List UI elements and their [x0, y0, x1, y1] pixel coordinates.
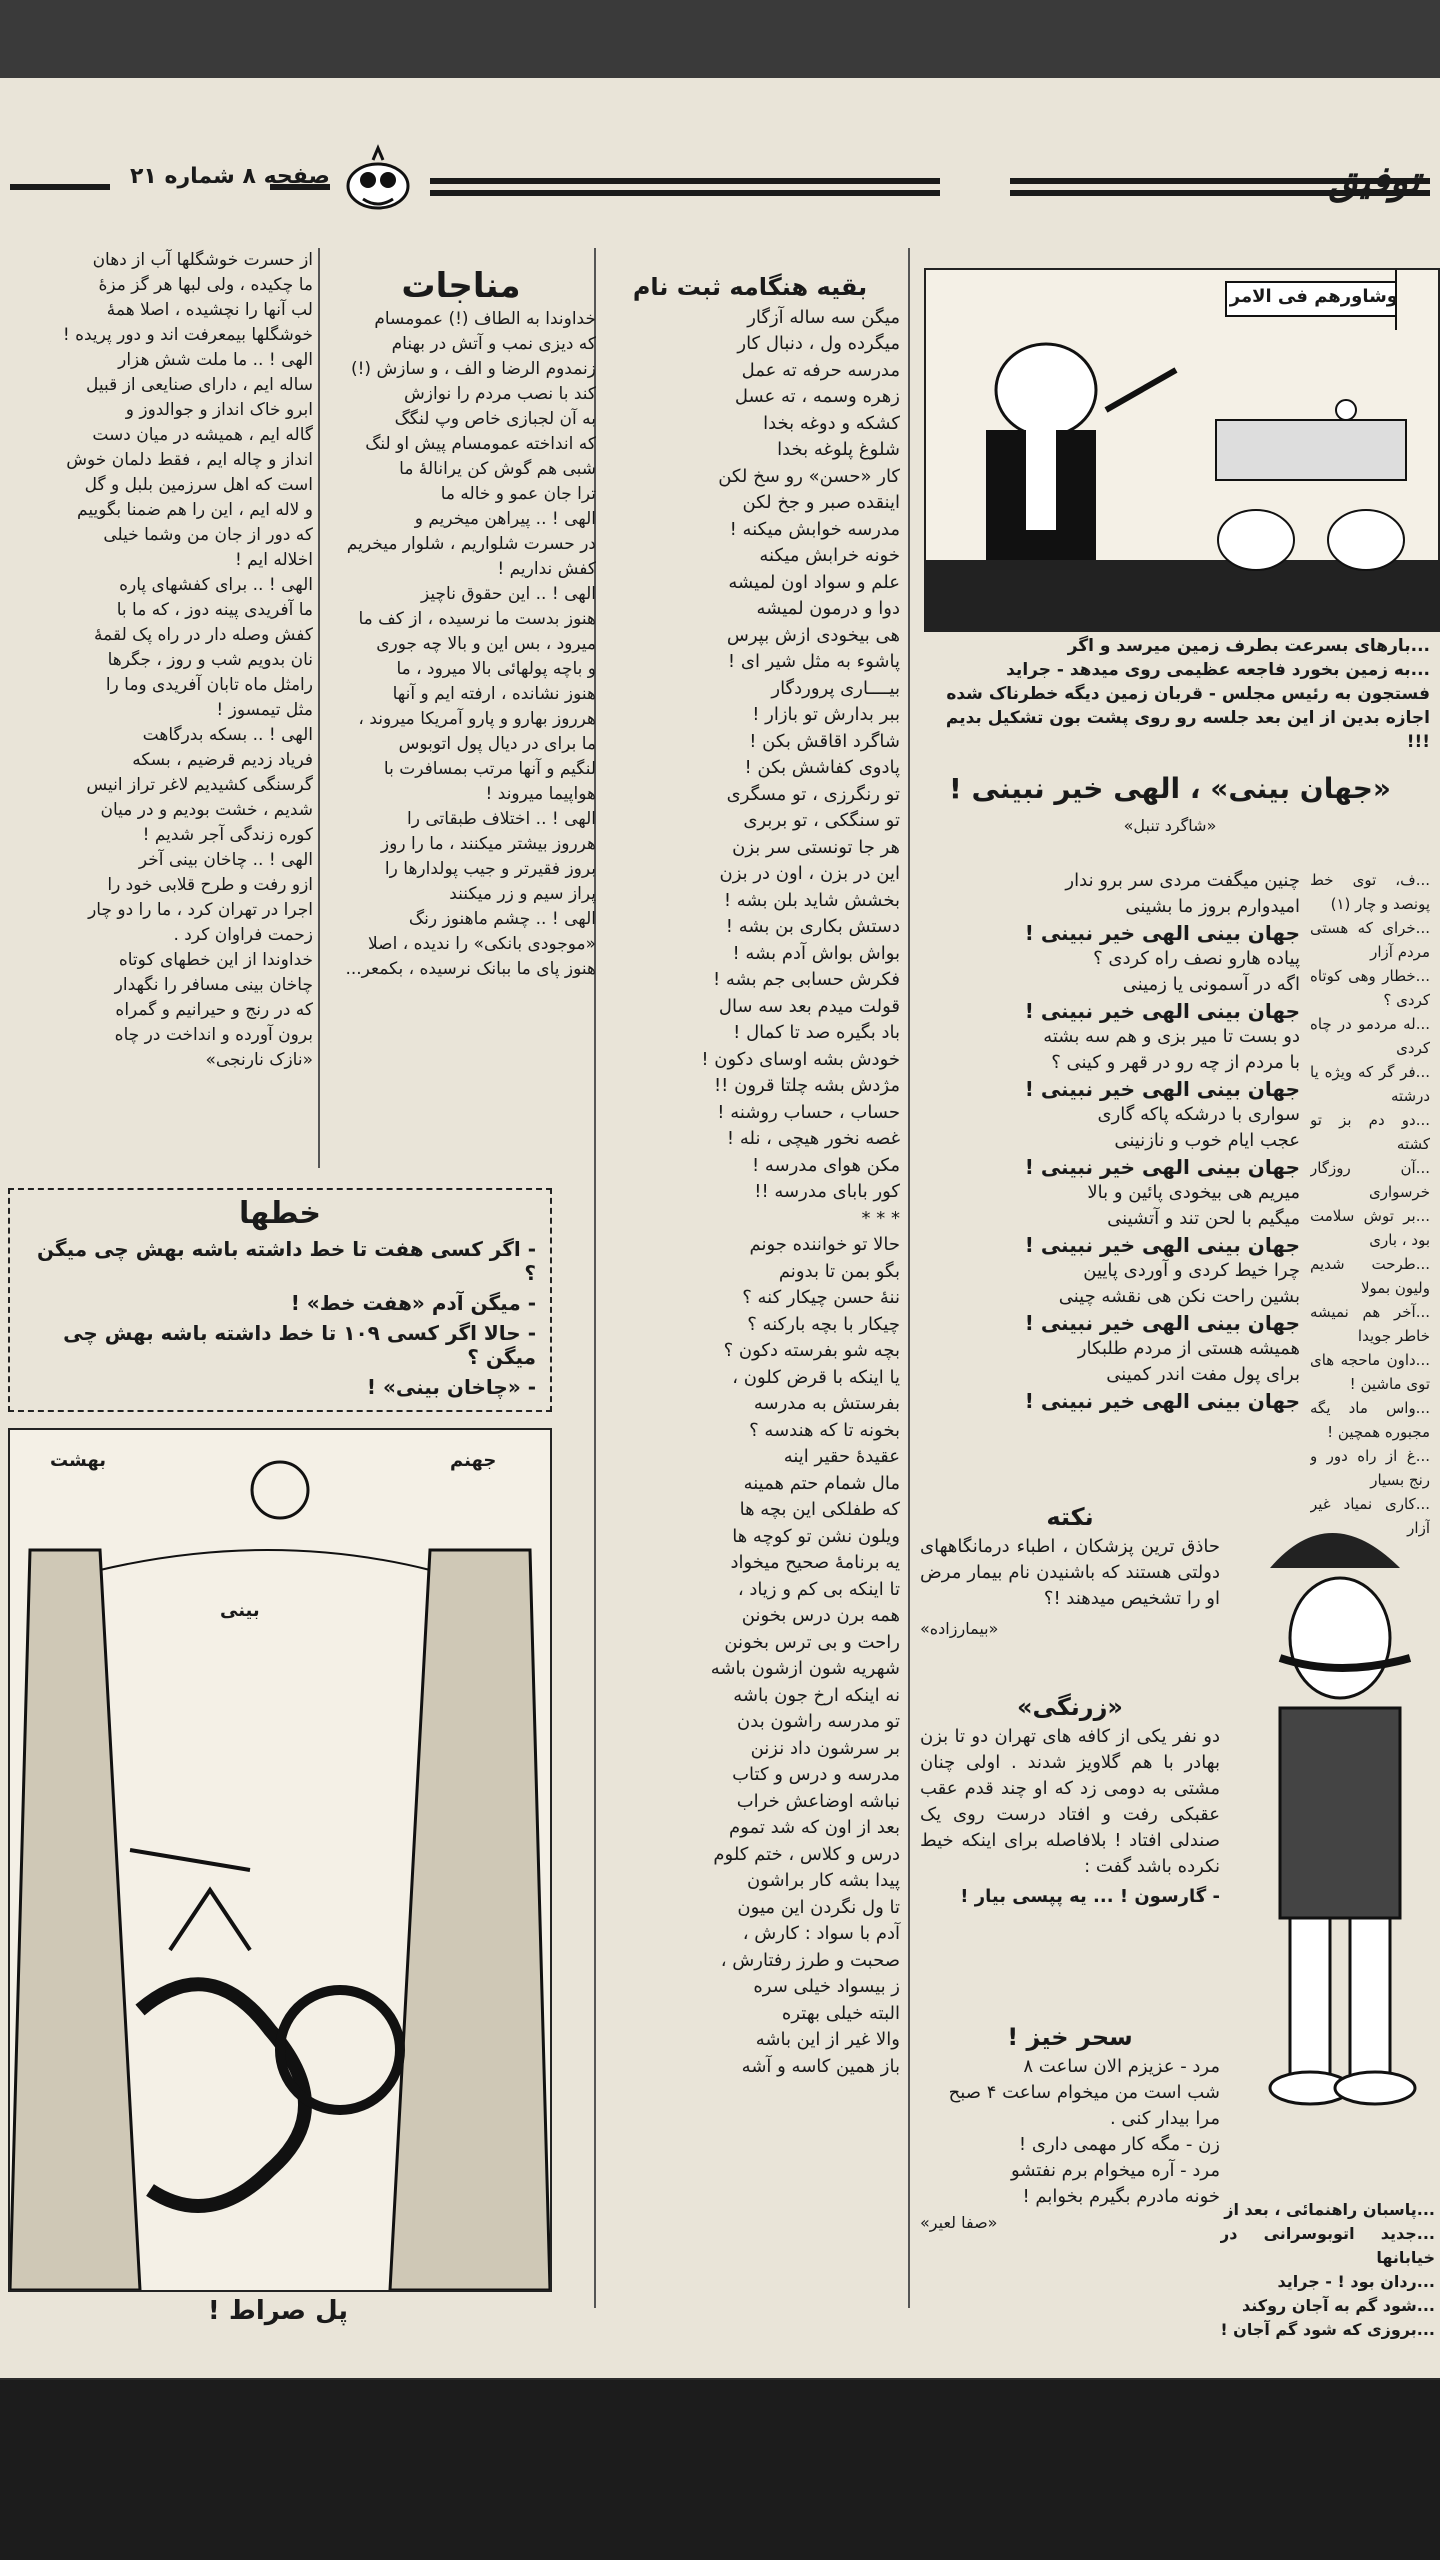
- text-line: مثل تیمسوز !: [216, 700, 313, 720]
- khatarha-box: [8, 1188, 552, 1412]
- zerangi-punchline: - گارسون ! ... یه پپسی بیار !: [960, 1886, 1220, 1907]
- verse-line: * * *: [861, 1207, 900, 1229]
- caption-line: ...بارهای بسرعت بطرف زمین میرسد و اگر: [1067, 636, 1430, 656]
- text-line: الهی ! .. برای کفشهای پاره: [119, 575, 313, 595]
- verse-line: نه اینکه ارخ جون باشه: [733, 1684, 900, 1706]
- verse-line: راحت و بی ترس بخونن: [724, 1631, 900, 1653]
- caption-line: ...شود گم به آجان روکند: [1242, 2296, 1435, 2315]
- verse-line: حالا تو خواننده جونم: [749, 1234, 900, 1255]
- fragment-line: ...له مردمو در چاه کردی: [1310, 1015, 1430, 1057]
- sahar-khiz-line: خونه مادرم بگیرم بخوابم !: [1022, 2186, 1220, 2207]
- verse-line: نباشه اوضاعش خراب: [736, 1790, 900, 1812]
- sahar-khiz-line: زن - مگه کار مهمی داری !: [1018, 2134, 1220, 2155]
- text-line: برون آورده و انداخت در چاه: [114, 1025, 313, 1045]
- cartoon-label-heaven: بهشت: [50, 1450, 107, 1471]
- monajat-line: هنوز نشانده ، ارفته ایم و آنها: [392, 684, 596, 704]
- masthead-rule: [10, 184, 110, 190]
- nokteh-title: نکته: [1046, 1503, 1094, 1531]
- fragment-line: ...ف، توی خط پونصد و چار (۱): [1310, 871, 1430, 913]
- monajat-line: که انداخته عمومسام پیش او لنگ: [365, 434, 596, 454]
- stanza-line: دو بست تا میر بزی و هم سه بشته: [1043, 1026, 1300, 1047]
- cartoon-label-nose: بینی: [220, 1600, 260, 1621]
- stanza-line: سواری با درشکه پاکه گاری: [1097, 1104, 1300, 1125]
- policeman-caption: [1220, 2198, 1435, 2342]
- poem-stanzas: [920, 868, 1300, 1414]
- stanza-line: برای پول مفت اندر کمینی: [1106, 1364, 1300, 1385]
- nokteh-byline: «بیمارزاده»: [920, 1619, 999, 1638]
- verse-line: صحبت و طرز رفتارش ،: [720, 1949, 900, 1971]
- text-line: ما آفریدی پینه دوز ، که ما با: [116, 600, 313, 620]
- monajat-line: الهی ! .. اختلاف طبقاتی را: [407, 809, 596, 829]
- verse-line: غصه نخور هیچی ، نله !: [726, 1128, 900, 1149]
- verse-line: مژدش بشه چلتا قرون !!: [713, 1075, 900, 1096]
- verse-line: کشکه و دوغه بخدا: [763, 412, 900, 434]
- text-line: کفش وصله دار در راه پک لقمهٔ: [94, 625, 313, 645]
- poem-refrain: جهان بینی الهی خیر نبینی !: [1024, 1077, 1300, 1101]
- fragment-line: ...آن روزگار خرسواری: [1310, 1159, 1430, 1201]
- text-line: شدیم ، خشت بودیم و در میان: [100, 800, 313, 820]
- policeman-drawing: [1230, 1508, 1430, 2148]
- text-line: فریاد زدیم قرضیم ، بسکه: [132, 750, 313, 770]
- monajat-line: الهی ! .. پیراهن میخریم و: [414, 509, 596, 529]
- verse-line: بواش بواش آدم بشه !: [732, 942, 900, 964]
- poem-refrain: جهان بینی الهی خیر نبینی !: [1024, 999, 1300, 1023]
- monajat-line: کند با نصب مردم را نوازش: [404, 384, 596, 404]
- verse-line: بر سرشون داد نزنن: [750, 1737, 900, 1759]
- column-divider: [908, 248, 910, 2308]
- monajat-line: الهی ! .. چشم ماهنوز رنگ: [408, 909, 596, 929]
- fragment-line: ...فر گر که ویژه یا درشته: [1310, 1063, 1430, 1105]
- text-line: است که اهل سرزمین بلبل و گل: [84, 475, 313, 495]
- verse-line: بخونه تا که هندسه ؟: [749, 1419, 900, 1441]
- nokteh-text: حاذق ترین پزشکان ، اطباء درمانگاههای دولتی هستند که باشنیدن نام بیمار مرض او را تشخیص میدهند !؟: [920, 1536, 1220, 1609]
- text-line: اخلاله ایم !: [234, 550, 313, 570]
- fragment-line: ...واس ماد یگه مجبوره همچین !: [1310, 1399, 1430, 1441]
- caption-line: ...ردان بود ! - جراید: [1277, 2272, 1435, 2291]
- verse-line: ویلون نشن تو کوچه ها: [732, 1525, 900, 1547]
- stanza-line: عجب ایام خوب و نازنینی: [1114, 1130, 1300, 1151]
- text-line: نان بدویم شب و روز ، جگرها: [107, 650, 313, 670]
- sahar-khiz-byline: «صفا لعیر»: [920, 2213, 998, 2232]
- caption-line: ...پاسبان راهنمائی ، بعد از: [1224, 2200, 1435, 2219]
- text-line: ابرو خاک انداز و جوالدوز و: [125, 400, 313, 420]
- monajat-line: لنگیم و آنها مرتب بمسافرت با: [383, 759, 596, 779]
- masthead: [0, 148, 1440, 218]
- baghiye-verse: [600, 305, 900, 2081]
- verse-line: هر جا تونستی سر بزن: [732, 836, 900, 858]
- verse-line: خودش بشه اوسای دکون !: [701, 1048, 900, 1070]
- newspaper-page: [0, 78, 1440, 2378]
- text-line: خداوندا از این خطهای کوتاه: [118, 950, 313, 970]
- scanner-background-top: [0, 0, 1440, 78]
- text-line: که دور از جان من وشما خیلی: [103, 525, 313, 545]
- pol-serat-drawing: [10, 1430, 550, 2290]
- text-line: زحمت فراوان کرد .: [173, 925, 313, 945]
- monajat-line: خداوندا به الطاف (!) عمومسام: [374, 309, 596, 329]
- verse-line: یه برنامهٔ صحیح میخواد: [730, 1552, 900, 1573]
- monajat-line: هنوز بدست ما نرسیده ، از کف ما: [358, 609, 596, 629]
- text-line: خوشگلها بیمعرفت اند و دور پریده !: [62, 325, 313, 345]
- verse-line: مدرسه حرفه ته عمل: [741, 359, 900, 381]
- stanza-line: همیشه هستی از مردم طلبکار: [1077, 1338, 1300, 1359]
- zerangi-title: «زرنگی»: [1017, 1693, 1123, 1721]
- verse-line: میگرده ول ، دنبال کار: [737, 333, 900, 354]
- verse-line: زهره وسمه ، ته عسل: [734, 386, 900, 407]
- sahar-khiz-title: سحر خیز !: [1007, 2023, 1133, 2051]
- verse-line: باز همین کاسه و آشه: [741, 2055, 900, 2077]
- column-divider: [318, 248, 320, 1168]
- stanza-line: امیدوارم بروز ما بشینی: [1125, 896, 1300, 917]
- verse-line: مدرسه و درس و کتاب: [732, 1764, 900, 1785]
- sahar-khiz-line: مرد - عزیزم الان ساعت ۸: [1023, 2056, 1220, 2077]
- baghiye-column: [600, 268, 900, 2080]
- verse-line: ز بیسواد خیلی سره: [753, 1976, 900, 1997]
- monajat-line: الهی ! .. این حقوق ناچیز: [421, 584, 596, 604]
- verse-line: کار «حسن» رو سخ لکن: [718, 465, 900, 487]
- verse-line: شهریه شون ازشون باشه: [710, 1658, 900, 1679]
- verse-line: شاگرد اقاقش بکن !: [749, 730, 900, 752]
- fragment-line: ...طرحت شدیم ولیون بمولا: [1310, 1255, 1430, 1297]
- monajat-line: زنمدوم الرضا و الف ، و سازش (!): [350, 359, 596, 379]
- policeman-cartoon: [1230, 1508, 1430, 2148]
- monajat-line: هرروز بیشتر میکنند ، ما را روز: [380, 834, 596, 854]
- text-line: ما چکیده ، ولی لبها هر گز مزهٔ: [98, 275, 313, 295]
- poem-byline: «شاگرد تنبل»: [1123, 816, 1217, 835]
- verse-line: اینقده صبر و جخ لکن: [742, 492, 900, 513]
- monajat-line: میرود ، بس این و بالا چه جوری: [376, 634, 596, 654]
- text-line: از حسرت خوشگلها آب از دهان: [92, 250, 313, 270]
- monajat-line: بروز فقیرتر و جیب پولدارها را: [384, 859, 596, 879]
- stanza-line: میگیم با لحن تند و آتشینی: [1107, 1208, 1300, 1229]
- stanza-line: بشین راحت نکن هی نقشه چینی: [1058, 1286, 1300, 1307]
- verse-line: مال شمام حتم همینه: [743, 1472, 900, 1494]
- verse-line: البته خیلی بهتره: [781, 2002, 900, 2024]
- text-line: کوره زندگی آجر شدیم !: [142, 825, 313, 845]
- stanza-line: با مردم از چه رو در قهر و کینی ؟: [1051, 1052, 1300, 1073]
- monajat-line: «موجودی بانکی» را ندیده ، اصلا: [367, 934, 596, 954]
- jahan-bini-poem: [910, 768, 1430, 840]
- verse-line: بگو بمن تا بدونم: [778, 1260, 900, 1282]
- monajat-line: پراز سیم و زر میکنند: [449, 884, 596, 904]
- text-line: ساله ایم ، دارای صنایعی از قبیل: [86, 375, 313, 395]
- poem-refrain: جهان بینی الهی خیر نبینی !: [1024, 1311, 1300, 1335]
- pol-serat-cartoon: [8, 1428, 552, 2292]
- verse-line: خونه خرابش میکنه: [759, 545, 900, 566]
- monajat-title: مناجات: [401, 266, 521, 306]
- monajat-line: شبی هم گوش کن یرانالهٔ ما: [399, 459, 596, 479]
- stanza-line: چنین میگفت مردی سر برو ندار: [1065, 870, 1300, 891]
- text-line: لب آنها را نچشیده ، اصلا همهٔ: [106, 300, 313, 320]
- verse-line: این در بزن ، اون در بزن: [719, 863, 900, 884]
- stanza-line: پیاده هارو نصف راه کردی ؟: [1093, 948, 1300, 969]
- zerangi-text: دو نفر یکی از کافه های تهران دو تا بزن بهادر با هم گلاویز شدند . اولی چنان مشتی به دومی زد که او چند قدم عقب عقبکی رفت و افتاد درست روی یک صندلی افتاد ! بلافاصله برای اینکه خیط نکرده باشد گفت :: [920, 1726, 1220, 1877]
- verse-line: شلوغ پلوغه بخدا: [777, 439, 900, 460]
- verse-line: دوا و درمون لمیشه: [756, 598, 900, 619]
- monajat-line: هواپیما میروند !: [485, 784, 596, 804]
- baghiye-title: بقیه هنگامه ثبت نام: [632, 273, 868, 301]
- poem-refrain: جهان بینی الهی خیر نبینی !: [1024, 1155, 1300, 1179]
- caption-line: ...به زمین بخورد فاجعه عظیمی روی میدهد - جراید: [1006, 660, 1430, 680]
- caption-line: اجازه بدین از این بعد جلسه رو روی پشت بون تشکیل بدیم !!!: [945, 708, 1430, 752]
- monajat-line: هنوز پای ما ببانک نرسیده ، بکمعر...: [345, 959, 596, 979]
- stanza-line: میریم هی بیخودی پائین و بالا: [1087, 1182, 1300, 1203]
- poem-left-fragments: [1310, 868, 1430, 1540]
- text-line: ازو رفت و طرح قلابی خود را: [107, 875, 313, 895]
- caption-line: ...جدید اتوبوسرانی در خیابانها: [1220, 2224, 1435, 2267]
- verse-line: پاشوء به مثل شیر ای !: [727, 651, 900, 672]
- text-line: الهی ! .. چاخان بینی آخر: [138, 850, 313, 870]
- verse-line: پیدا بشه کار براشون: [746, 1870, 900, 1891]
- caption-line: فستجون به رئیس مجلس - قربان زمین دیگه خطرناک شده: [946, 684, 1430, 704]
- verse-line: فکرش حسابی جم بشه !: [712, 969, 900, 990]
- sahar-khiz-line: مرد - آره میخوام برم نفتشو: [1011, 2160, 1220, 2181]
- poem-refrain: جهان بینی الهی خیر نبینی !: [1024, 1233, 1300, 1257]
- monajat-line: کفش نداریم !: [497, 559, 596, 579]
- caption-line: ...بروزی که شود گم آجان !: [1220, 2320, 1435, 2339]
- text-line: اجرا در تهران کرد ، ما را دو چار: [88, 900, 313, 920]
- fragment-line: ...داون ماحجه های توی ماشین !: [1310, 1351, 1430, 1393]
- far-left-column: [8, 248, 313, 1073]
- verse-line: تا اینکه بی کم و زیاد ،: [737, 1578, 900, 1600]
- khatarha-title: خطها: [239, 1196, 321, 1231]
- sahar-khiz-section: [920, 2018, 1220, 2236]
- verse-line: دستش بکاری بن بشه !: [725, 916, 900, 937]
- verse-line: درس و کلاس ، ختم کلوم: [713, 1843, 900, 1865]
- zerangi-section: [920, 1688, 1220, 1914]
- verse-line: عقیدهٔ حقیر اینه: [783, 1446, 900, 1467]
- text-line: الهی ! .. بسکه بدرگاهت: [142, 725, 313, 745]
- monajat-column: [326, 268, 596, 982]
- verse-line: چیکار با بچه بارکنه ؟: [747, 1313, 900, 1335]
- far-left-text: [8, 248, 313, 1073]
- poem-title: «جهان بینی» ، الهی خیر نبینی !: [949, 772, 1391, 805]
- fragment-line: ...خطار وهی کوتاه کردی ؟: [1310, 967, 1430, 1009]
- poem-refrain: جهان بینی الهی خیر نبینی !: [1024, 1389, 1300, 1413]
- khatarha-line: - حالا اگر کسی ۱۰۹ تا خط داشته باشه بهش چی میگن ؟: [63, 1321, 536, 1369]
- poem-refrain: جهان بینی الهی خیر نبینی !: [1024, 921, 1300, 945]
- parliament-cartoon-caption: [930, 634, 1430, 754]
- parliament-cartoon-sign: وشاورهم فی الامر: [1229, 286, 1398, 307]
- parliament-cartoon-drawing: [926, 270, 1438, 630]
- text-line: و لاله ایم ، این را هم ضمنا بگوییم: [77, 500, 313, 520]
- text-line: رامثل ماه تابان آفریدی وما را: [105, 675, 313, 695]
- verse-line: علم و سواد اون لمیشه: [728, 571, 900, 593]
- fragment-line: ...کاری نمیاد غیر آزار: [1310, 1495, 1430, 1537]
- verse-line: بخشش شاید بلن بشه !: [723, 889, 900, 911]
- text-line: چاخان بینی مسافر را نگهدار: [114, 975, 313, 995]
- parliament-cartoon: [924, 268, 1440, 632]
- masthead-rule: [430, 190, 940, 196]
- verse-line: تو مدرسه راشون بدن: [737, 1711, 900, 1732]
- verse-line: کور بابای مدرسه !!: [754, 1181, 900, 1202]
- monajat-line: ما برای در دیال پول اتوبوس: [398, 734, 596, 754]
- stanza-line: اگه در آسمونی یا زمینی: [1122, 974, 1300, 995]
- verse-line: مدرسه خوابش میکنه !: [729, 518, 900, 540]
- stanza-line: چرا خیط کردی و آوردی پایین: [1083, 1260, 1300, 1281]
- sahar-khiz-line: شب است من میخوام ساعت ۴ صبح: [948, 2082, 1220, 2103]
- verse-line: ننهٔ حسن چیکار کنه ؟: [742, 1287, 900, 1308]
- khatarha-line: - «چاخان بینی» !: [366, 1375, 536, 1399]
- monajat-line: به آن لجبازی خاص وپ لنگگ: [394, 409, 596, 429]
- verse-line: پادوی کفاشش بکن !: [744, 757, 900, 778]
- verse-line: مکن هوای مدرسه !: [751, 1154, 900, 1176]
- text-line: گاله ایم ، همیشه در میان دست: [92, 425, 313, 445]
- cartoon-label-hell: جهنم: [450, 1450, 497, 1471]
- fragment-line: ...خرای که هستی مردم آزار: [1310, 919, 1430, 961]
- monajat-text: [326, 307, 596, 982]
- verse-line: والا غیر از این باشه: [755, 2029, 900, 2050]
- verse-line: بچه شو بفرسته دکون ؟: [723, 1340, 900, 1361]
- fragment-line: ...دو دم بز تو کشته: [1310, 1111, 1430, 1153]
- masthead-brand: توفیق: [1328, 158, 1420, 202]
- sahar-khiz-line: مرا بیدار کنی .: [1109, 2108, 1220, 2129]
- verse-line: ببر بدارش تو بازار !: [752, 704, 900, 725]
- page-number: صفحه ۸ شماره ۲۱: [130, 164, 330, 189]
- text-line: الهی ! .. ما ملت شش هزار: [118, 350, 313, 370]
- verse-line: همه برن درس بخونن: [741, 1605, 900, 1626]
- fragment-line: ...بر توش سلامت بود ، باری: [1310, 1207, 1430, 1249]
- verse-line: تو سنگکی ، تو بربری: [743, 810, 900, 831]
- verse-line: بفرستش به مدرسه: [753, 1393, 900, 1414]
- verse-line: یا اینکه با قرض کلون ،: [732, 1366, 900, 1388]
- verse-line: قولت میدم بعد سه سال: [718, 995, 900, 1017]
- text-line: که در رنج و حیرانیم و گمراه: [115, 1000, 313, 1020]
- verse-line: باد بگیره صد تا کمال !: [733, 1022, 900, 1043]
- monajat-line: ترا جان عمو و خاله ما: [440, 484, 596, 504]
- text-line: انداز و چاله ایم ، فقط دلمان خوش: [66, 450, 313, 470]
- verse-line: تا ول نگردن این میون: [737, 1896, 900, 1918]
- text-line: گرسنگی کشیدیم لاغر تراز انیس: [86, 775, 313, 795]
- monajat-line: هرروز بهارو و پارو آمریکا میروند ،: [358, 709, 596, 729]
- verse-line: تو رنگرزی ، تو مسگری: [726, 783, 900, 805]
- monajat-line: در حسرت شلواریم ، شلوار میخریم: [346, 534, 596, 554]
- fragment-line: ...غ از راه دور و رنج بسیار: [1310, 1447, 1430, 1489]
- nokteh-section: [920, 1498, 1220, 1642]
- scanner-background-bottom: [0, 2380, 1440, 2560]
- monajat-line: که دیزی نمب و آتش در بهنام: [391, 334, 596, 354]
- verse-line: میگن سه ساله آزگار: [747, 306, 900, 328]
- verse-line: بیــــاری پروردگار: [771, 677, 900, 699]
- pol-serat-caption: پل صراط !: [207, 2296, 349, 2326]
- masthead-rule: [430, 178, 940, 184]
- verse-line: آدم با سواد : کارش ،: [742, 1923, 900, 1944]
- verse-line: هی بیخودی ازش بپرس: [726, 624, 900, 646]
- verse-line: که طفلکی این بچه ها: [739, 1499, 900, 1520]
- khatarha-line: - اگر کسی هفت تا خط داشته باشه بهش چی میگن ؟: [36, 1237, 536, 1285]
- khatarha-line: - میگن آدم «هفت خط» !: [290, 1291, 536, 1315]
- text-line: «نازک نارنجی»: [205, 1050, 313, 1070]
- monajat-line: و باچه پولهائی بالا میرود ، ما: [396, 659, 596, 679]
- fragment-line: ...آخر هم نمیشه خاطر جویدا: [1310, 1303, 1430, 1345]
- verse-line: بعد از اون که شد تموم: [729, 1817, 900, 1838]
- mascot-logo-icon: [338, 144, 418, 214]
- verse-line: حساب ، حساب روشنه !: [717, 1101, 900, 1123]
